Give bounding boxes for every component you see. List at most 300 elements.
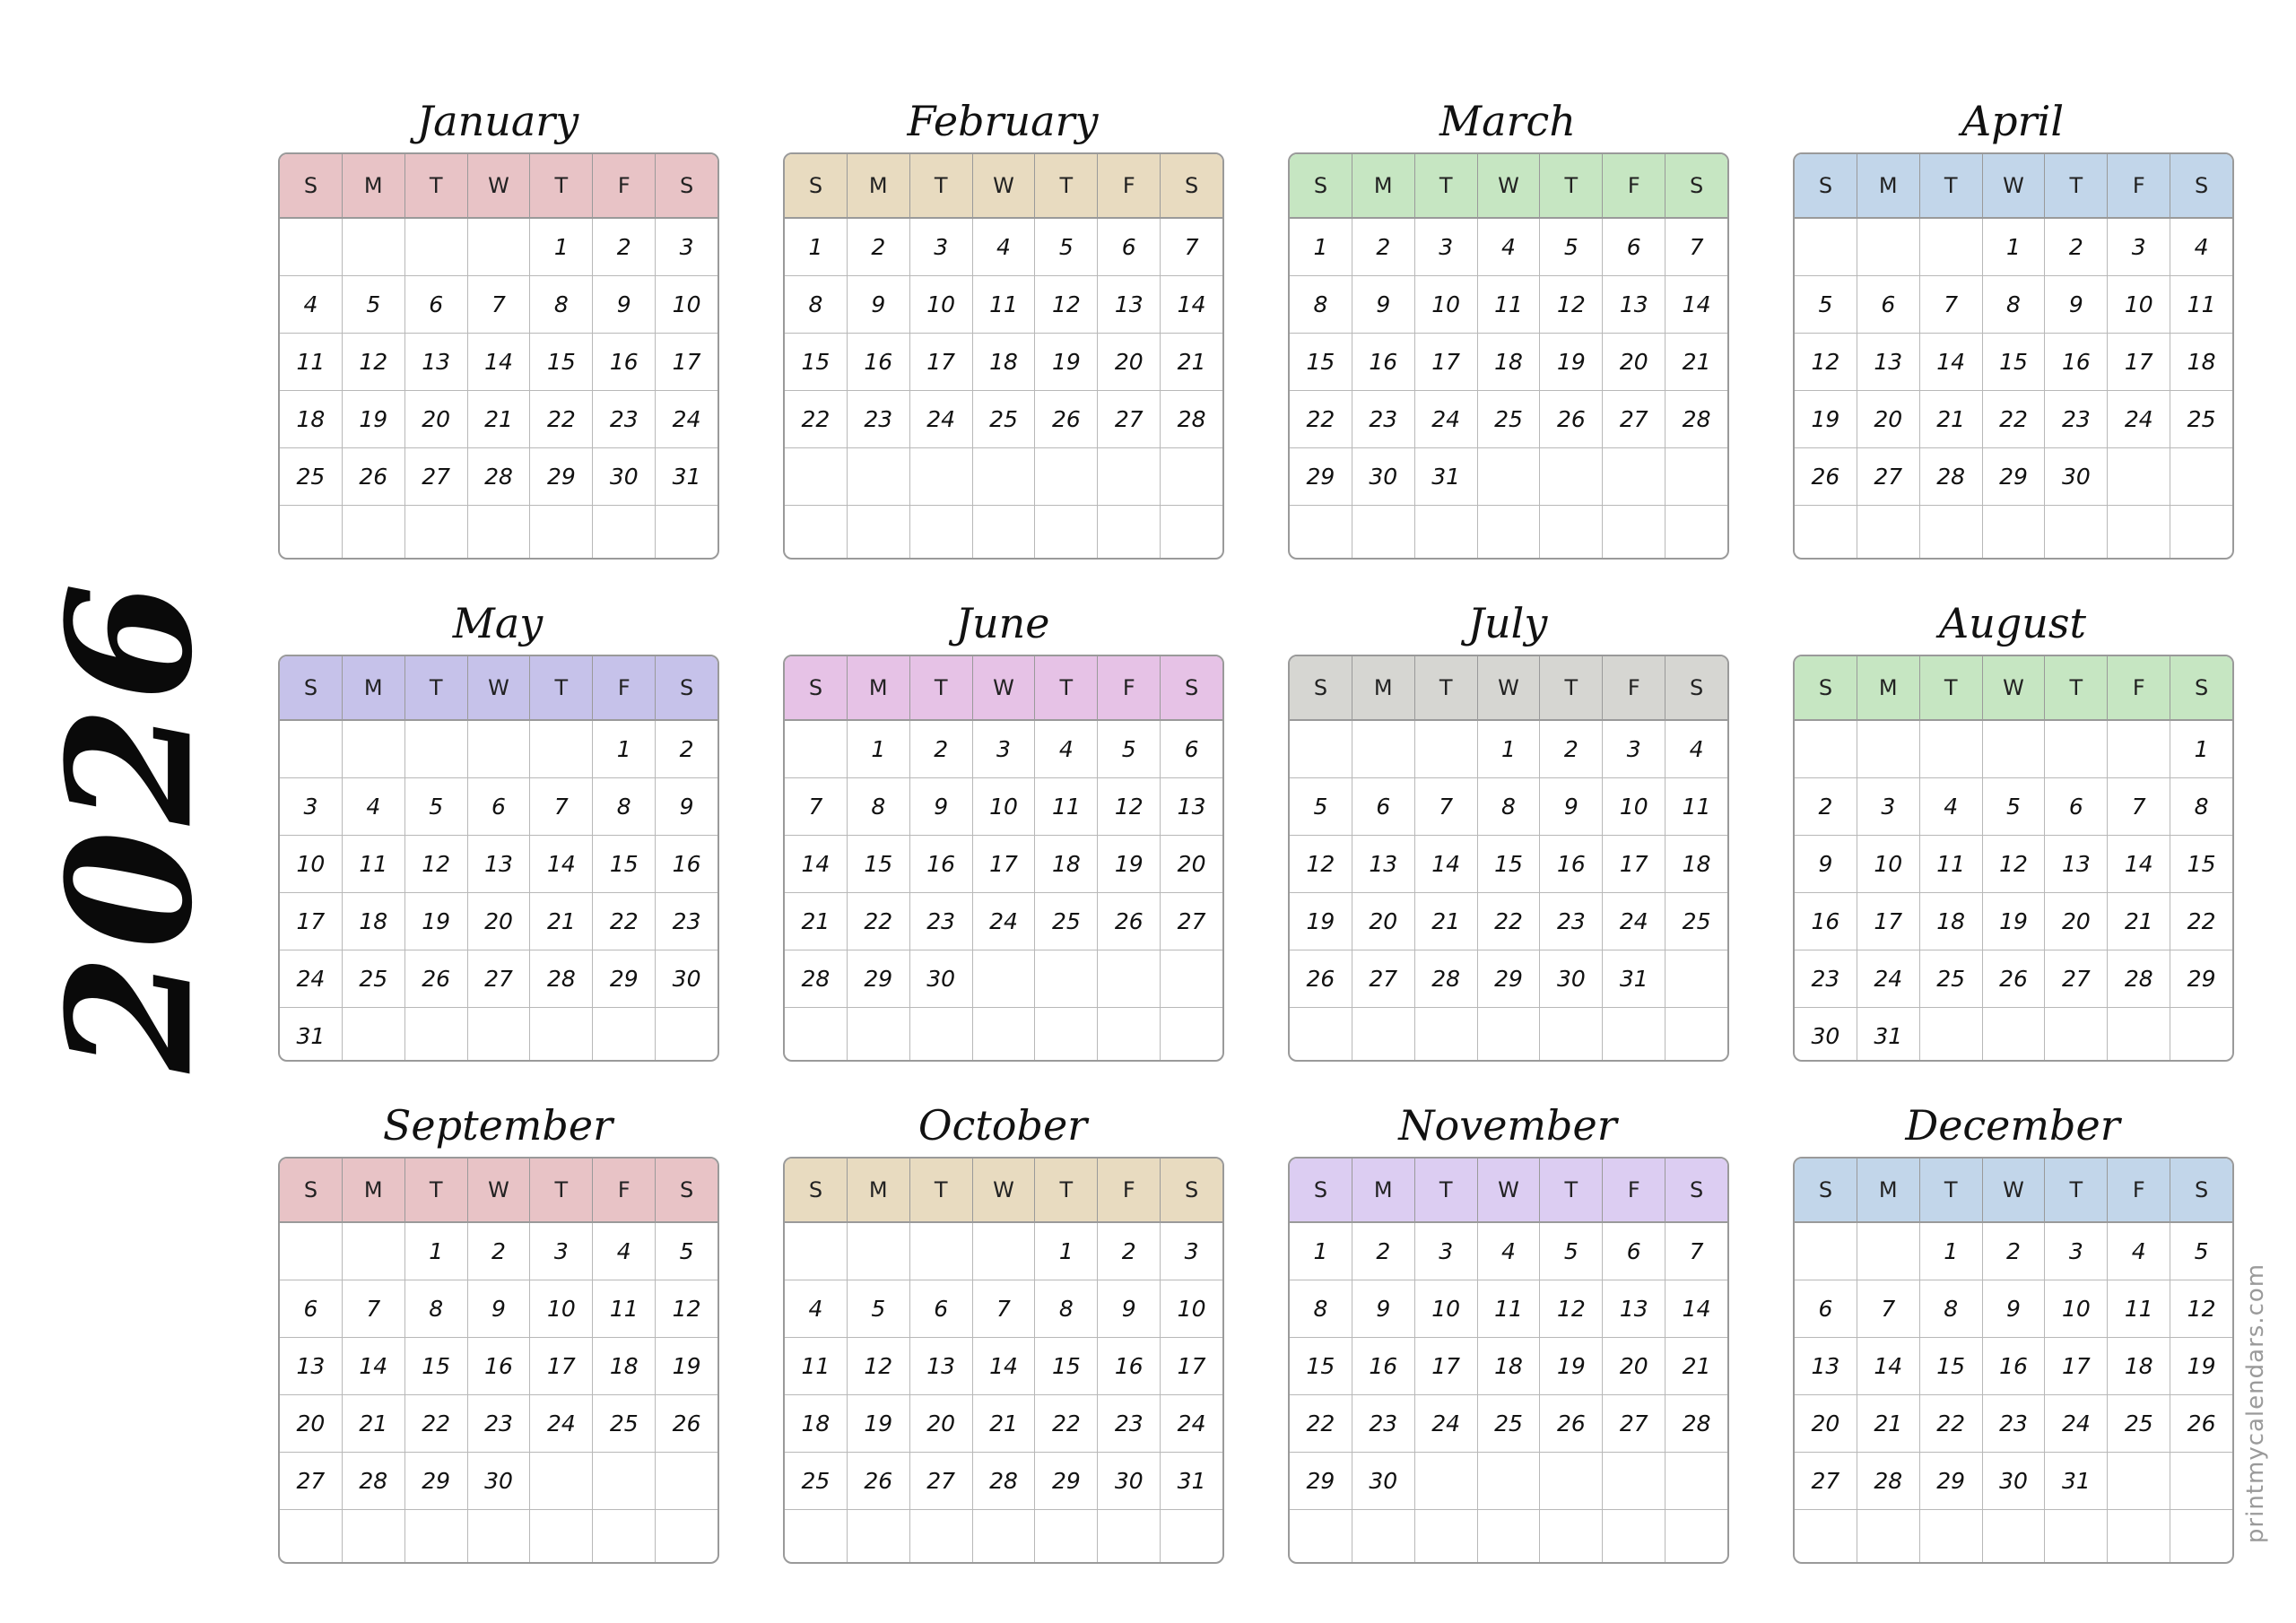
day-cell: 26: [1982, 950, 2045, 1007]
day-cell: 18: [296, 406, 326, 432]
weekday-label: S: [303, 1177, 318, 1202]
day-cell: 30: [1352, 1453, 1414, 1509]
day-cell: [785, 448, 847, 505]
day-cell: 6: [404, 276, 467, 333]
day-cell: 21: [342, 1395, 404, 1452]
day-cell: [280, 1223, 342, 1280]
day-cell: 28: [467, 448, 530, 505]
day-cell: 26: [655, 1395, 718, 1452]
day-cell: 26: [847, 1453, 909, 1509]
day-cell: 28: [1160, 391, 1222, 447]
day-cell: 15: [1306, 349, 1335, 375]
day-cell: 25: [2170, 391, 2232, 447]
day-cell: 3: [655, 219, 718, 275]
day-cell: 12: [1539, 1280, 1602, 1337]
week-row: [1290, 1223, 1727, 1280]
day-cell: [655, 1008, 718, 1062]
day-cell: 15: [2170, 836, 2232, 892]
day-cell: 11: [1665, 778, 1727, 835]
weekday-header: [280, 154, 718, 219]
day-cell: 6: [467, 778, 530, 835]
day-cell: 17: [529, 1338, 592, 1394]
week-row: [1795, 778, 2232, 836]
day-cell: 4: [1919, 778, 1982, 835]
day-cell: 17: [1602, 836, 1665, 892]
weekday-label: S: [1818, 1177, 1833, 1202]
day-cell: 3: [303, 794, 318, 820]
day-cell: [1097, 1008, 1160, 1062]
day-cell: 13: [1857, 334, 1919, 390]
month-name: April: [1961, 97, 2065, 145]
day-cell: 17: [909, 334, 972, 390]
weekday-label: S: [1160, 1159, 1222, 1221]
day-cell: 28: [1665, 1395, 1727, 1452]
day-cell: [1034, 950, 1097, 1007]
day-cell: 29: [1477, 950, 1540, 1007]
day-cell: 24: [1160, 1395, 1222, 1452]
day-cell: 13: [2044, 836, 2107, 892]
month-name: December: [1905, 1101, 2120, 1150]
day-cell: 12: [655, 1280, 718, 1337]
day-cell: 30: [1097, 1453, 1160, 1509]
day-cell: 18: [1665, 836, 1727, 892]
day-cell: 3: [2044, 1223, 2107, 1280]
day-cell: [2107, 721, 2170, 777]
weekday-label: T: [1414, 656, 1477, 719]
day-cell: 13: [1097, 276, 1160, 333]
day-cell: 11: [1477, 276, 1540, 333]
week-row: [785, 391, 1222, 448]
weekday-header: [785, 656, 1222, 721]
day-cell: 22: [1306, 406, 1335, 432]
day-cell: 13: [1811, 1353, 1840, 1379]
weekday-label: T: [404, 154, 467, 217]
day-cell: 7: [1414, 778, 1477, 835]
day-cell: [1097, 950, 1160, 1007]
day-cell: 14: [1414, 836, 1477, 892]
day-cell: 11: [2170, 276, 2232, 333]
day-cell: 7: [1665, 219, 1727, 275]
day-cell: 1: [1034, 1223, 1097, 1280]
day-cell: 10: [1414, 276, 1477, 333]
day-cell: 27: [404, 448, 467, 505]
day-cell: 7: [342, 1280, 404, 1337]
day-cell: 15: [847, 836, 909, 892]
week-row: [280, 506, 718, 560]
day-cell: [1857, 506, 1919, 560]
day-cell: 19: [1306, 908, 1335, 934]
month-table: [278, 1157, 719, 1564]
day-cell: 10: [529, 1280, 592, 1337]
weekday-label: S: [1313, 173, 1328, 198]
day-cell: 22: [1477, 893, 1540, 950]
day-cell: 22: [1919, 1395, 1982, 1452]
weekday-label: T: [2044, 154, 2107, 217]
week-row: [1290, 893, 1727, 950]
day-cell: 4: [972, 219, 1035, 275]
day-cell: 23: [2044, 391, 2107, 447]
day-cell: 23: [467, 1395, 530, 1452]
day-cell: [655, 506, 718, 560]
day-cell: 19: [1097, 836, 1160, 892]
day-cell: 20: [296, 1410, 326, 1436]
day-cell: 30: [1811, 1023, 1840, 1049]
day-cell: 8: [529, 276, 592, 333]
day-cell: [1602, 506, 1665, 560]
day-cell: 23: [1097, 1395, 1160, 1452]
day-cell: 28: [2107, 950, 2170, 1007]
day-cell: [2044, 721, 2107, 777]
weekday-label: S: [1313, 1177, 1328, 1202]
day-cell: 24: [296, 966, 326, 992]
day-cell: 2: [1539, 721, 1602, 777]
day-cell: 23: [1811, 966, 1840, 992]
day-cell: [342, 1008, 404, 1062]
day-cell: 2: [847, 219, 909, 275]
day-cell: 8: [404, 1280, 467, 1337]
day-cell: 1: [1313, 234, 1328, 260]
day-cell: 27: [1811, 1468, 1840, 1494]
day-cell: 15: [529, 334, 592, 390]
day-cell: 31: [655, 448, 718, 505]
day-cell: 2: [1818, 794, 1833, 820]
watermark-text: printmycalendars.com: [2242, 1263, 2270, 1544]
day-cell: 7: [529, 778, 592, 835]
day-cell: 8: [1313, 1296, 1328, 1322]
day-cell: 29: [404, 1453, 467, 1509]
day-cell: 19: [655, 1338, 718, 1394]
day-cell: [1352, 1510, 1414, 1564]
day-cell: [909, 1223, 972, 1280]
day-cell: [404, 506, 467, 560]
weekday-label: M: [1352, 154, 1414, 217]
day-cell: 9: [1539, 778, 1602, 835]
day-cell: 17: [2044, 1338, 2107, 1394]
day-cell: 4: [303, 291, 318, 317]
day-cell: 25: [1919, 950, 1982, 1007]
day-cell: [2107, 1453, 2170, 1509]
day-cell: 31: [1160, 1453, 1222, 1509]
day-cell: 12: [1982, 836, 2045, 892]
weekday-label: M: [342, 154, 404, 217]
day-cell: [1857, 219, 1919, 275]
weekday-label: M: [1352, 1159, 1414, 1221]
day-cell: 17: [1857, 893, 1919, 950]
day-cell: [1795, 721, 1857, 777]
day-cell: 1: [1982, 219, 2045, 275]
day-cell: 27: [1602, 1395, 1665, 1452]
day-cell: [1665, 506, 1727, 560]
day-cell: [847, 506, 909, 560]
day-cell: [1665, 1008, 1727, 1062]
day-cell: 8: [1982, 276, 2045, 333]
weekday-label: T: [909, 154, 972, 217]
day-cell: 6: [1602, 1223, 1665, 1280]
day-cell: [1539, 506, 1602, 560]
weekday-header: [280, 656, 718, 721]
day-cell: 6: [1818, 1296, 1833, 1322]
day-cell: 29: [592, 950, 655, 1007]
day-cell: 25: [801, 1468, 831, 1494]
day-cell: [1477, 1008, 1540, 1062]
day-cell: 29: [2170, 950, 2232, 1007]
day-cell: [1857, 1510, 1919, 1564]
month-october: [783, 1094, 1222, 1494]
day-cell: 6: [1857, 276, 1919, 333]
week-row: [785, 950, 1222, 1008]
day-cell: 4: [1034, 721, 1097, 777]
day-cell: 7: [1665, 1223, 1727, 1280]
day-cell: 19: [2170, 1338, 2232, 1394]
day-cell: 21: [1160, 334, 1222, 390]
day-cell: 21: [1919, 391, 1982, 447]
day-cell: 11: [1034, 778, 1097, 835]
day-cell: 6: [1602, 219, 1665, 275]
week-row: [785, 448, 1222, 506]
day-cell: [909, 506, 972, 560]
day-cell: 22: [592, 893, 655, 950]
day-cell: 3: [529, 1223, 592, 1280]
day-cell: 30: [1352, 448, 1414, 505]
week-row: [1290, 1510, 1727, 1564]
day-cell: 29: [1982, 448, 2045, 505]
day-cell: 16: [1811, 908, 1840, 934]
day-cell: 13: [296, 1353, 326, 1379]
month-name: June: [955, 599, 1050, 647]
day-cell: [1982, 506, 2045, 560]
day-cell: 20: [1097, 334, 1160, 390]
week-row: [1290, 276, 1727, 334]
day-cell: [1795, 1223, 1857, 1280]
day-cell: 12: [1539, 276, 1602, 333]
day-cell: 16: [1352, 334, 1414, 390]
day-cell: 27: [1602, 391, 1665, 447]
weekday-label: S: [303, 173, 318, 198]
day-cell: 11: [972, 276, 1035, 333]
day-cell: [785, 506, 847, 560]
weekday-header: [1795, 656, 2232, 721]
day-cell: 30: [655, 950, 718, 1007]
day-cell: [1290, 506, 1352, 560]
day-cell: 9: [592, 276, 655, 333]
day-cell: 28: [801, 966, 831, 992]
day-cell: 25: [1477, 1395, 1540, 1452]
day-cell: 5: [655, 1223, 718, 1280]
day-cell: 25: [1034, 893, 1097, 950]
day-cell: [1539, 448, 1602, 505]
week-row: [280, 276, 718, 334]
month-may: [278, 592, 718, 1049]
week-row: [785, 506, 1222, 560]
day-cell: [2107, 506, 2170, 560]
day-cell: [909, 448, 972, 505]
day-cell: 16: [2044, 334, 2107, 390]
day-cell: [529, 1510, 592, 1564]
day-cell: [847, 1223, 909, 1280]
day-cell: 16: [1982, 1338, 2045, 1394]
day-cell: 24: [2107, 391, 2170, 447]
day-cell: 8: [808, 291, 823, 317]
day-cell: 27: [1857, 448, 1919, 505]
weekday-label: W: [467, 154, 530, 217]
weekday-label: W: [1477, 1159, 1540, 1221]
day-cell: 10: [972, 778, 1035, 835]
day-cell: [1665, 1453, 1727, 1509]
day-cell: [1477, 1510, 1540, 1564]
day-cell: 20: [1602, 334, 1665, 390]
day-cell: [972, 448, 1035, 505]
day-cell: 6: [1352, 778, 1414, 835]
day-cell: 30: [1539, 950, 1602, 1007]
week-row: [1290, 836, 1727, 893]
week-row: [280, 1510, 718, 1564]
day-cell: 18: [1477, 334, 1540, 390]
day-cell: 15: [1982, 334, 2045, 390]
day-cell: 27: [909, 1453, 972, 1509]
day-cell: [785, 721, 847, 777]
weekday-label: S: [303, 675, 318, 700]
week-row: [1290, 506, 1727, 560]
day-cell: 4: [1477, 1223, 1540, 1280]
day-cell: 5: [847, 1280, 909, 1337]
day-cell: [1160, 1008, 1222, 1062]
day-cell: 9: [655, 778, 718, 835]
day-cell: [342, 721, 404, 777]
weekday-label: F: [2107, 154, 2170, 217]
weekday-label: M: [1352, 656, 1414, 719]
day-cell: [2170, 1008, 2232, 1062]
month-name: October: [918, 1101, 1088, 1150]
day-cell: [1665, 448, 1727, 505]
day-cell: 18: [2107, 1338, 2170, 1394]
day-cell: 25: [972, 391, 1035, 447]
day-cell: 14: [972, 1338, 1035, 1394]
day-cell: 5: [404, 778, 467, 835]
weekday-label: S: [1665, 1159, 1727, 1221]
day-cell: [1919, 219, 1982, 275]
day-cell: 24: [909, 391, 972, 447]
weekday-label: M: [1857, 656, 1919, 719]
day-cell: 18: [342, 893, 404, 950]
day-cell: 31: [296, 1023, 326, 1049]
week-row: [1290, 1280, 1727, 1338]
week-row: [280, 721, 718, 778]
day-cell: [342, 219, 404, 275]
weekday-label: W: [467, 656, 530, 719]
week-row: [785, 276, 1222, 334]
day-cell: 8: [592, 778, 655, 835]
day-cell: 17: [1414, 1338, 1477, 1394]
day-cell: 25: [1477, 391, 1540, 447]
weekday-header: [1290, 1159, 1727, 1223]
day-cell: 26: [1539, 1395, 1602, 1452]
day-cell: [342, 506, 404, 560]
day-cell: 28: [972, 1453, 1035, 1509]
day-cell: 2: [655, 721, 718, 777]
week-row: [1290, 334, 1727, 391]
day-cell: [2170, 1453, 2232, 1509]
week-row: [1795, 1338, 2232, 1395]
day-cell: [1352, 1008, 1414, 1062]
weekday-label: T: [1414, 154, 1477, 217]
day-cell: [1982, 1510, 2045, 1564]
month-table: [278, 152, 719, 560]
day-cell: 8: [2170, 778, 2232, 835]
day-cell: 19: [1539, 1338, 1602, 1394]
weekday-label: S: [2170, 1159, 2232, 1221]
day-cell: 31: [2044, 1453, 2107, 1509]
day-cell: [1034, 1510, 1097, 1564]
day-cell: 28: [1857, 1453, 1919, 1509]
day-cell: [1539, 1453, 1602, 1509]
month-june: [783, 592, 1222, 992]
day-cell: 30: [2044, 448, 2107, 505]
week-row: [1795, 1395, 2232, 1453]
day-cell: [2044, 1008, 2107, 1062]
day-cell: 27: [296, 1468, 326, 1494]
day-cell: [1160, 506, 1222, 560]
weekday-label: S: [1313, 675, 1328, 700]
day-cell: [972, 1510, 1035, 1564]
day-cell: [1097, 506, 1160, 560]
day-cell: 19: [342, 391, 404, 447]
day-cell: [1160, 950, 1222, 1007]
day-cell: [972, 506, 1035, 560]
day-cell: 15: [801, 349, 831, 375]
week-row: [1795, 1510, 2232, 1564]
day-cell: [1539, 1510, 1602, 1564]
day-cell: 30: [592, 448, 655, 505]
day-cell: 18: [1477, 1338, 1540, 1394]
day-cell: 23: [1352, 1395, 1414, 1452]
day-cell: 3: [2107, 219, 2170, 275]
week-row: [785, 1338, 1222, 1395]
day-cell: 27: [467, 950, 530, 1007]
week-row: [1290, 1453, 1727, 1510]
day-cell: 20: [1160, 836, 1222, 892]
day-cell: [467, 506, 530, 560]
day-cell: 6: [909, 1280, 972, 1337]
day-cell: 19: [1811, 406, 1840, 432]
day-cell: 13: [909, 1338, 972, 1394]
day-cell: 20: [1811, 1410, 1840, 1436]
day-cell: [467, 1008, 530, 1062]
month-table: [278, 655, 719, 1062]
week-row: [785, 219, 1222, 276]
day-cell: 12: [404, 836, 467, 892]
day-cell: 23: [847, 391, 909, 447]
day-cell: [1602, 448, 1665, 505]
week-row: [1795, 836, 2232, 893]
weekday-label: T: [404, 1159, 467, 1221]
day-cell: 12: [342, 334, 404, 390]
day-cell: 16: [847, 334, 909, 390]
day-cell: 1: [1313, 1238, 1328, 1264]
week-row: [1290, 391, 1727, 448]
day-cell: 21: [801, 908, 831, 934]
week-row: [280, 219, 718, 276]
day-cell: 11: [296, 349, 326, 375]
week-row: [1795, 448, 2232, 506]
day-cell: [404, 1008, 467, 1062]
day-cell: [1414, 1008, 1477, 1062]
weekday-label: T: [1919, 154, 1982, 217]
day-cell: 8: [1034, 1280, 1097, 1337]
day-cell: 29: [1919, 1453, 1982, 1509]
day-cell: 16: [1539, 836, 1602, 892]
week-row: [785, 1280, 1222, 1338]
day-cell: [529, 721, 592, 777]
